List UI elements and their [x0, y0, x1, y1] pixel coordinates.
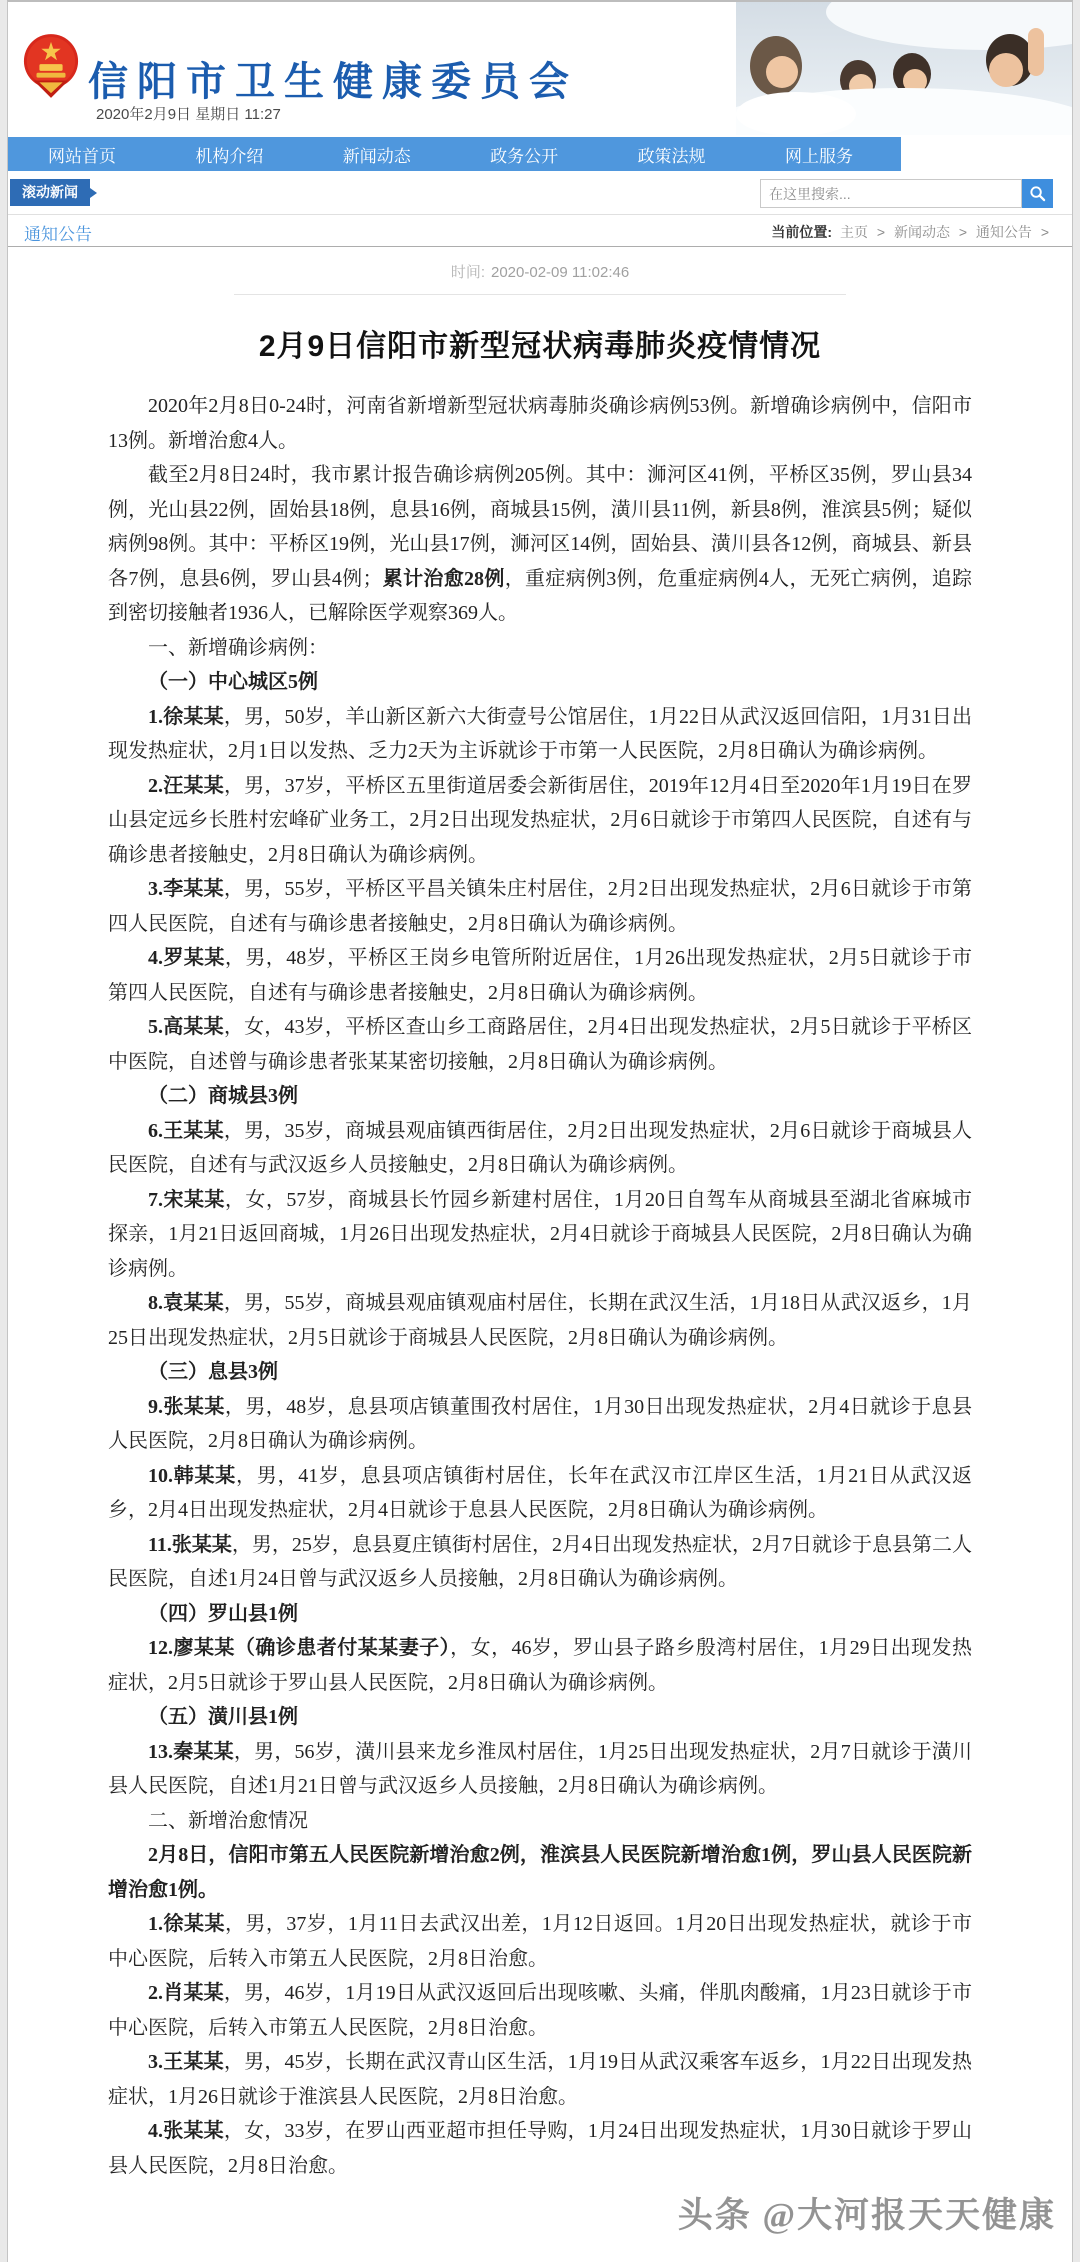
header-date: 2020年2月9日 星期日 11:27 [96, 106, 281, 123]
article-paragraph: 3.李某某，男，55岁，平桥区平昌关镇朱庄村居住，2月2日出现发热症状，2月6日就诊于市第四人民医院，自述有与确诊患者接触史，2月8日确认为确诊病例。 [108, 878, 973, 935]
nav-item-online-services[interactable]: 网上服务 [784, 146, 853, 166]
article-paragraph: 1.徐某某，男，50岁，羊山新区新六大街壹号公馆居住，1月22日从武汉返回信阳，1月31日出现发热症状，2月1日以发热、乏力2天为主诉就诊于市第一人民医院，2月8日确认为确诊病例。 [108, 705, 973, 762]
breadcrumb [771, 222, 1054, 242]
article-paragraph: 4.张某某，女，33岁，在罗山西亚超市担任导购，1月24日出现发热症状，1月30日就诊于罗山县人民医院，2月8日治愈。 [108, 2120, 973, 2177]
breadcrumb-separator: > [1040, 224, 1049, 240]
article-paragraph: 7.宋某某，女，57岁，商城县长竹园乡新建村居住，1月20日自驾车从商城县至湖北省麻城市探亲，1月21日返回商城，1月26日出现发热症状，2月4日就诊于商城县人民医院，2月8日确认为确诊病例。 [108, 1188, 973, 1280]
timestamp-value: 2020-02-09 11:02:46 [491, 264, 630, 281]
article-paragraph: 10.韩某某，男，41岁，息县项店镇街村居住，长年在武汉市江岸区生活，1月21日从武汉返乡，2月4日出现发热症状，2月4日就诊于息县人民医院，2月8日确认为确诊病例。 [108, 1464, 973, 1521]
header-photo [736, 2, 1072, 135]
breadcrumb-separator: > [958, 224, 968, 240]
main-nav [8, 137, 901, 171]
article [8, 247, 1072, 2183]
article-paragraph: 截至2月8日24时，我市累计报告确诊病例205例。其中：浉河区41例，平桥区35例，罗山县34例，光山县22例，固始县18例，息县16例，商城县15例，潢川县11例，新县8例，淮滨县5例；疑似病例98例。其中：平桥区19例，光山县17例，浉河区14例，固始县、潢川县各12例，商城县、新县各7例，息县6例，罗山县4例；累计治愈28例，重症病例3例，危重症病例4人，无死亡病例，追踪到密切接触者1936人，已解除医学观察369人。 [108, 464, 973, 624]
article-paragraph: 二、新增治愈情况 [148, 1809, 308, 1832]
site-title: 信阳市卫生健康委员会 [88, 60, 578, 104]
article-paragraph: 2020年2月8日0-24时，河南省新增新型冠状病毒肺炎确诊病例53例。新增确诊病例中，信阳市13例。新增治愈4人。 [108, 395, 972, 452]
article-paragraph: 2.肖某某，男，46岁，1月19日从武汉返回后出现咳嗽、头痛，伴肌肉酸痛，1月23日就诊于市中心医院，后转入市第五人民医院，2月8日治愈。 [108, 1982, 973, 2039]
nav-item-news[interactable]: 新闻动态 [342, 146, 411, 166]
location-row [8, 215, 1072, 247]
search-input[interactable] [760, 179, 1022, 208]
section-heading: （四）罗山县1例 [148, 1602, 298, 1625]
breadcrumb-label: 当前位置: [771, 224, 833, 240]
nav-item-gov-affairs[interactable]: 政务公开 [490, 146, 559, 166]
page [7, 0, 1073, 2262]
article-paragraph: 一、新增确诊病例： [148, 636, 328, 659]
article-paragraph: 4.罗某某，男，48岁，平桥区王岗乡电管所附近居住，1月26出现发热症状，2月5日就诊于市第四人民医院，自述有与确诊患者接触史，2月8日确认为确诊病例。 [108, 947, 973, 1004]
article-paragraph: 2月8日，信阳市第五人民医院新增治愈2例，淮滨县人民医院新增治愈1例，罗山县人民医院新增治愈1例。 [108, 1844, 972, 1901]
nav-item-home[interactable]: 网站首页 [48, 146, 116, 166]
section-heading: （一）中心城区5例 [148, 671, 318, 693]
watermark-toutiao: 头条 @大河报天天健康 [677, 2196, 1056, 2235]
article-paragraph: 2.汪某某，男，37岁，平桥区五里街道居委会新街居住，2019年12月4日至2020年1月19日在罗山县定远乡长胜村宏峰矿业务工，2月2日出现发热症状，2月6日就诊于市第四人民医院，自述有与确诊患者接触史，2月8日确认为确诊病例。 [108, 774, 973, 866]
breadcrumb-news[interactable]: 新闻动态 [893, 224, 950, 240]
nav-item-policies[interactable]: 政策法规 [637, 146, 706, 166]
article-paragraph: 8.袁某某，男，55岁，商城县观庙镇观庙村居住，长期在武汉生活，1月18日从武汉返乡，1月25日出现发热症状，2月5日就诊于商城县人民医院，2月8日确认为确诊病例。 [108, 1292, 973, 1349]
section-heading: （二）商城县3例 [148, 1085, 298, 1107]
article-paragraph: 6.王某某，男，35岁，商城县观庙镇西街居住，2月2日出现发热症状，2月6日就诊于商城县人民医院，自述有与武汉返乡人员接触史，2月8日确认为确诊病例。 [108, 1119, 973, 1176]
article-timestamp [8, 261, 1072, 282]
article-title: 2月9日信阳市新型冠状病毒肺炎疫情情况 [258, 330, 822, 363]
article-paragraph: 5.高某某，女，43岁，平桥区查山乡工商路居住，2月4日出现发热症状，2月5日就诊于平桥区中医院，自述曾与确诊患者张某某密切接触，2月8日确认为确诊病例。 [108, 1016, 973, 1073]
section-heading: （三）息县3例 [148, 1361, 278, 1383]
section-heading: （五）潢川县1例 [148, 1706, 298, 1728]
breadcrumb-separator: > [876, 224, 886, 240]
breadcrumb-notices[interactable]: 通知公告 [975, 224, 1032, 240]
article-paragraph: 12.廖某某（确诊患者付某某妻子），女，46岁，罗山县子路乡殷湾村居住，1月29日出现发热症状，2月5日就诊于罗山县人民医院，2月8日确认为确诊病例。 [108, 1637, 972, 1694]
section-title: 通知公告 [24, 225, 92, 244]
national-emblem-icon [22, 30, 80, 102]
search-icon [1029, 185, 1046, 202]
timestamp-label: 时间: [450, 264, 485, 281]
site-header [8, 2, 1072, 137]
article-paragraph: 11.张某某，男，25岁，息县夏庄镇街村居住，2月4日出现发热症状，2月7日就诊于息县第二人民医院，自述1月24日曾与武汉返乡人员接触，2月8日确认为确诊病例。 [108, 1533, 972, 1590]
article-paragraph: 3.王某某，男，45岁，长期在武汉青山区生活，1月19日从武汉乘客车返乡，1月22日出现发热症状，1月26日就诊于淮滨县人民医院，2月8日治愈。 [108, 2051, 973, 2108]
news-search-row [8, 171, 1072, 215]
article-paragraph: 9.张某某，男，48岁，息县项店镇董围孜村居住，1月30日出现发热症状，2月4日就诊于息县人民医院，2月8日确认为确诊病例。 [108, 1395, 973, 1452]
article-body [108, 389, 972, 2183]
article-paragraph: 13.秦某某，男，56岁，潢川县来龙乡淮凤村居住，1月25日出现发热症状，2月7日就诊于潢川县人民医院，自述1月21日曾与武汉返乡人员接触，2月8日确认为确诊病例。 [108, 1740, 973, 1797]
nav-item-about[interactable]: 机构介绍 [195, 146, 264, 166]
search-button[interactable] [1022, 179, 1053, 208]
scrolling-news-badge[interactable]: 滚动新闻 [10, 179, 90, 206]
article-paragraph: 1.徐某某，男，37岁，1月11日去武汉出差，1月12日返回。1月20日出现发热症状，就诊于市中心医院，后转入市第五人民医院，2月8日治愈。 [108, 1913, 973, 1970]
timestamp-divider [234, 294, 846, 295]
breadcrumb-home[interactable]: 主页 [839, 224, 868, 240]
